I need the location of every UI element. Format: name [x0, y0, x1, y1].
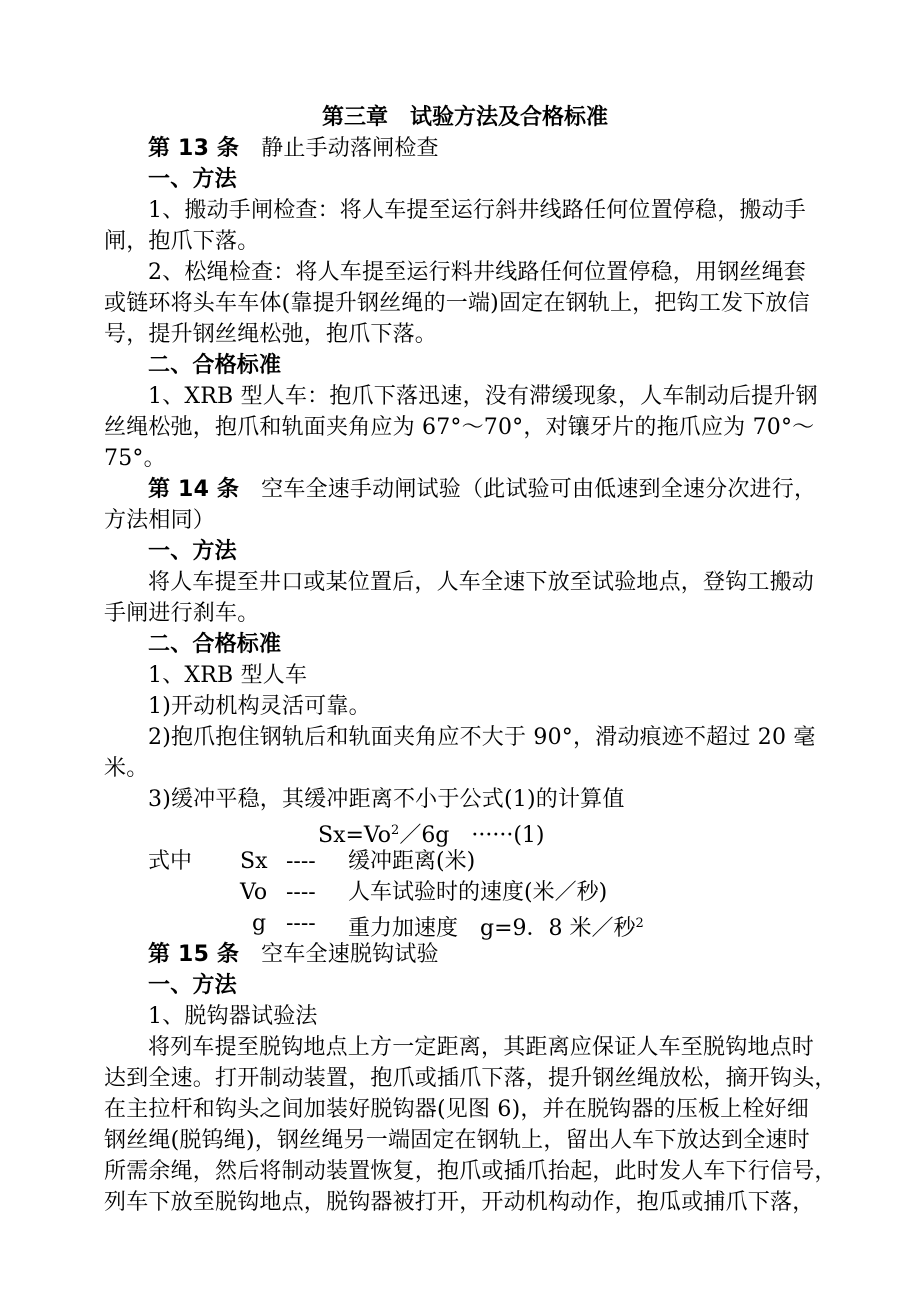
paragraph-line: 米。 — [104, 756, 149, 781]
definition-text — [348, 909, 644, 944]
paragraph-line: 丝绳松弛，抱爪和轨面夹角应为 67°～70°，对镶牙片的拖爪应为 70°～ — [104, 415, 815, 440]
paragraph-line: 将人车提至井口或某位置后，人车全速下放至试验地点，登钩工搬动 — [148, 570, 815, 595]
paragraph-line: 闸，抱爪下落。 — [104, 229, 260, 254]
section-heading-method: 一、方法 — [148, 973, 237, 998]
paragraph-line: 1、脱钩器试验法 — [148, 1004, 318, 1029]
definition-symbol: Sx — [240, 849, 268, 874]
definition-dash: ---- — [286, 849, 316, 874]
formula-superscript: 2 — [391, 823, 400, 838]
article-number: 第 15 条 — [148, 942, 240, 967]
definition-superscript: 2 — [635, 916, 644, 931]
definition-text: 缓冲距离(米) — [348, 849, 476, 874]
paragraph-line: 所需余绳，然后将制动装置恢复，抱爪或插爪抬起，此时发人车下行信号， — [104, 1159, 837, 1184]
paragraph-line: 达到全速。打开制动装置，抱爪或插爪下落，提升钢丝绳放松，摘开钩头， — [104, 1066, 837, 1091]
definition-symbol: g — [252, 911, 267, 936]
definition-text-main: 重力加速度 g=9．8 米／秒 — [348, 916, 636, 941]
paragraph-line: 手闸进行刹车。 — [104, 601, 260, 626]
formula-main: Sx=Vo — [318, 823, 392, 848]
section-heading-method: 一、方法 — [148, 539, 237, 564]
section-heading-standard: 二、合格标准 — [148, 632, 282, 657]
paragraph-line: 号，提升钢丝绳松弛，抱爪下落。 — [104, 322, 438, 347]
paragraph-line: 或链环将头车车体(靠提升钢丝绳的一端)固定在钢轨上，把钩工发下放信 — [104, 291, 810, 316]
section-heading-method: 一、方法 — [148, 167, 237, 192]
definition-dash: ---- — [286, 911, 316, 936]
where-label: 式中 — [148, 849, 193, 874]
paragraph-line: 方法相同） — [104, 508, 216, 533]
article-title: 静止手动落闸检查 — [261, 136, 439, 161]
article-title: 空车全速脱钩试验 — [261, 942, 439, 967]
article-number: 第 13 条 — [148, 136, 240, 161]
paragraph-line: 2、松绳检查：将人车提至运行料井线路任何位置停稳，用钢丝绳套 — [148, 260, 806, 285]
section-heading-standard: 二、合格标准 — [148, 353, 282, 378]
paragraph-line: 列车下放至脱钩地点，脱钩器被打开，开动机构动作，抱瓜或捕爪下落， — [104, 1190, 815, 1215]
formula — [318, 816, 545, 851]
article-15-heading — [148, 940, 439, 970]
paragraph-line: 1、XRB 型人车 — [148, 663, 308, 688]
paragraph-line: 1、搬动手闸检查：将人车提至运行斜井线路任何位置停稳，搬动手 — [148, 198, 806, 223]
definition-dash: ---- — [286, 880, 316, 905]
formula-rest: ／6g ······(1) — [399, 823, 545, 848]
definition-text: 人车试验时的速度(米／秒) — [348, 880, 608, 905]
paragraph-line: 1、XRB 型人车：抱爪下落迅速，没有滞缓现象，人车制动后提升钢 — [148, 384, 818, 409]
article-title: 空车全速手动闸试验（此试验可由低速到全速分次进行， — [261, 477, 817, 502]
paragraph-line: 在主拉杆和钩头之间加装好脱钩器(见图 6)，并在脱钩器的压板上栓好细 — [104, 1097, 809, 1122]
list-item: 1)开动机构灵活可靠。 — [148, 694, 371, 719]
article-13-heading — [148, 134, 439, 164]
chapter-title: 第三章 试验方法及合格标准 — [321, 105, 608, 130]
list-item: 2)抱爪抱住钢轨后和轨面夹角应不大于 90°，滑动痕迹不超过 20 毫 — [148, 725, 816, 750]
article-14-heading — [148, 475, 816, 505]
list-item: 3)缓冲平稳，其缓冲距离不小于公式(1)的计算值 — [148, 787, 625, 812]
paragraph-line: 75°。 — [104, 446, 166, 471]
paragraph-line: 钢丝绳(脱钨绳)，钢丝绳另一端固定在钢轨上，留出人车下放达到全速时 — [104, 1128, 810, 1153]
article-number: 第 14 条 — [148, 477, 240, 502]
definition-symbol: Vo — [240, 880, 268, 905]
paragraph-line: 将列车提至脱钩地点上方一定距离，其距离应保证人车至脱钩地点时 — [148, 1035, 815, 1060]
